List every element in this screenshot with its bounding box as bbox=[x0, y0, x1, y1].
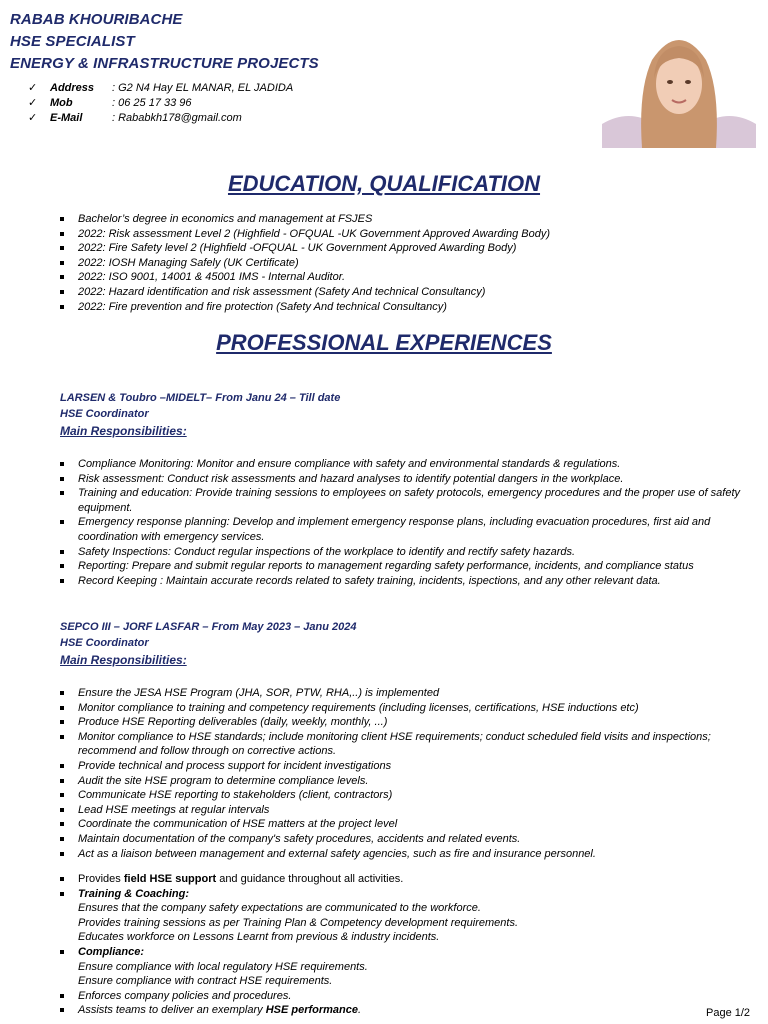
list-item: 2022: Fire Safety level 2 (Highfield -OFQUAL - UK Government Approved Awarding Body) bbox=[60, 241, 760, 256]
list-item: Bachelor’s degree in economics and management at FSJES bbox=[60, 212, 760, 227]
list-item: Record Keeping : Maintain accurate records related to safety training, incidents, ispections, and any other relevant data. bbox=[60, 574, 764, 589]
list-item: Reporting: Prepare and submit regular reports to management regarding safety performance, incidents, and compliance status bbox=[60, 559, 764, 574]
contact-list bbox=[28, 81, 293, 126]
list-item: Lead HSE meetings at regular intervals bbox=[60, 803, 764, 818]
job-role: HSE Coordinator bbox=[60, 408, 149, 420]
job-sepco bbox=[60, 619, 760, 667]
check-icon: ✓ bbox=[28, 82, 38, 94]
list-item: 2022: Hazard identification and risk assessment (Safety And technical Consultancy) bbox=[60, 285, 760, 300]
job-larsen-responsibilities bbox=[60, 457, 764, 588]
profile-photo bbox=[602, 20, 756, 148]
list-item: 2022: Risk assessment Level 2 (Highfield - OFQUAL -UK Government Approved Awarding Body) bbox=[60, 227, 760, 242]
contact-mobile: ✓ Mob : 06 25 17 33 96 bbox=[28, 97, 192, 109]
list-item: Communicate HSE reporting to stakeholders (client, contractors) bbox=[60, 788, 764, 803]
contact-address: ✓ Address : G2 N4 Hay EL MANAR, EL JADIDA bbox=[28, 82, 294, 94]
list-item: Compliance Monitoring: Monitor and ensure compliance with safety and environmental standards & regulations. bbox=[60, 457, 764, 472]
list-item: Maintain documentation of the company's safety procedures, accidents and related events. bbox=[60, 832, 764, 847]
job-larsen bbox=[60, 390, 760, 438]
job-role: HSE Coordinator bbox=[60, 637, 149, 649]
list-item: Safety Inspections: Conduct regular inspections of the workplace to identify and rectify safety hazards. bbox=[60, 545, 764, 560]
job-company: SEPCO III – JORF LASFAR – From May 2023 – Janu 2024 bbox=[60, 621, 357, 633]
list-item: Risk assessment: Conduct risk assessments and hazard analyses to identify potential dangers in the workplace. bbox=[60, 472, 764, 487]
list-item: Produce HSE Reporting deliverables (daily, weekly, monthly, ...) bbox=[60, 715, 764, 730]
list-item: Training & Coaching: Ensures that the company safety expectations are communicated to the workforce. Provides training sessions as per Training Plan & Competency development requirements. Educates workforce on Lessons Learnt from previous & industry incidents. bbox=[60, 887, 764, 945]
list-item: Assists teams to deliver an exemplary HSE performance. bbox=[60, 1003, 764, 1018]
candidate-title: HSE SPECIALIST bbox=[10, 33, 135, 50]
list-item: Emergency response planning: Develop and implement emergency response plans, including evacuation procedures, first aid and coordination with emergency services. bbox=[60, 515, 764, 544]
responsibilities-label: Main Responsibilities: bbox=[60, 424, 187, 438]
check-icon: ✓ bbox=[28, 97, 38, 109]
header-block bbox=[10, 9, 319, 75]
responsibilities-label: Main Responsibilities: bbox=[60, 653, 187, 667]
list-item: Provide technical and process support for incident investigations bbox=[60, 759, 764, 774]
page-number: Page 1/2 bbox=[706, 1007, 751, 1019]
job-sepco-extra bbox=[60, 872, 764, 1018]
list-item: Provides field HSE support and guidance throughout all activities. bbox=[60, 872, 764, 887]
list-item: Audit the site HSE program to determine compliance levels. bbox=[60, 774, 764, 789]
list-item: 2022: ISO 9001, 14001 & 45001 IMS - Internal Auditor. bbox=[60, 270, 760, 285]
job-sepco-responsibilities bbox=[60, 686, 764, 861]
list-item: Compliance: Ensure compliance with local regulatory HSE requirements. Ensure compliance with contract HSE requirements. bbox=[60, 945, 764, 989]
contact-email: ✓ E-Mail : Rababkh178@gmail.com bbox=[28, 112, 242, 124]
education-list bbox=[60, 212, 760, 314]
list-item: Training and education: Provide training sessions to employees on safety protocols, emergency procedures and the proper use of safety equipment. bbox=[60, 486, 764, 515]
list-item: Monitor compliance to HSE standards; include monitoring client HSE requirements; conduct scheduled field visits and inspections; recommend and follow through on corrective actions. bbox=[60, 730, 764, 759]
list-item: 2022: Fire prevention and fire protection (Safety And technical Consultancy) bbox=[60, 300, 760, 315]
list-item: Ensure the JESA HSE Program (JHA, SOR, PTW, RHA,..) is implemented bbox=[60, 686, 764, 701]
education-heading: EDUCATION, QUALIFICATION bbox=[227, 171, 541, 196]
experience-heading: PROFESSIONAL EXPERIENCES bbox=[216, 330, 552, 355]
candidate-name: RABAB KHOURIBACHE bbox=[10, 11, 183, 28]
check-icon: ✓ bbox=[28, 112, 38, 124]
list-item: Enforces company policies and procedures. bbox=[60, 989, 764, 1004]
candidate-field: ENERGY & INFRASTRUCTURE PROJECTS bbox=[10, 55, 319, 72]
list-item: Coordinate the communication of HSE matters at the project level bbox=[60, 817, 764, 832]
list-item: Act as a liaison between management and external safety agencies, such as fire and insurance personnel. bbox=[60, 847, 764, 862]
list-item: Monitor compliance to training and competency requirements (including licenses, certifications, HSE inductions etc) bbox=[60, 701, 764, 716]
job-company: LARSEN & Toubro –MIDELT– From Janu 24 – Till date bbox=[60, 392, 341, 404]
list-item: 2022: IOSH Managing Safely (UK Certificate) bbox=[60, 256, 760, 271]
